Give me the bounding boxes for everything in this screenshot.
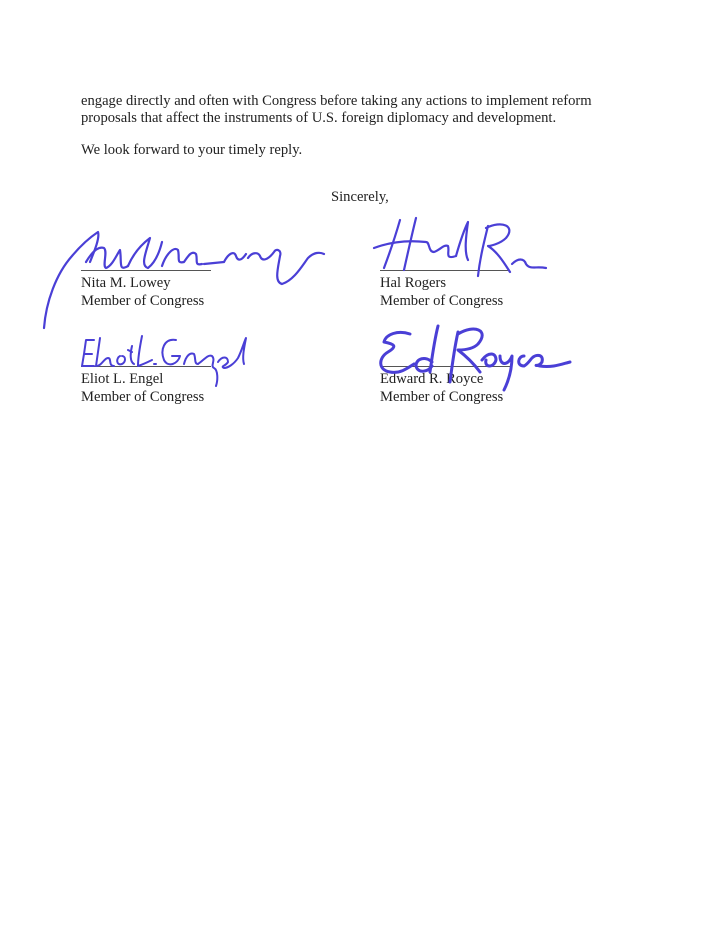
signature-line (81, 270, 211, 271)
signatory-name: Eliot L. Engel (81, 371, 164, 387)
body-paragraph (81, 142, 641, 159)
signatory-title: Member of Congress (380, 389, 504, 405)
body-paragraph (81, 93, 641, 127)
signatory-title: Member of Congress (380, 293, 504, 309)
signatory-name: Hal Rogers (380, 275, 447, 291)
signature-line (380, 366, 510, 367)
body-line: engage directly and often with Congress before taking any actions to implement reform (81, 93, 592, 109)
signature-line (81, 366, 211, 367)
signatory-name: Nita M. Lowey (81, 275, 171, 291)
body-line: We look forward to your timely reply. (81, 142, 303, 158)
signatory-name: Edward R. Royce (380, 371, 484, 387)
body-line: proposals that affect the instruments of U.S. foreign diplomacy and development. (81, 110, 557, 126)
signatory-title: Member of Congress (81, 293, 205, 309)
signature-line (380, 270, 510, 271)
signatory-title: Member of Congress (81, 389, 205, 405)
closing-salutation: Sincerely, (331, 189, 389, 205)
